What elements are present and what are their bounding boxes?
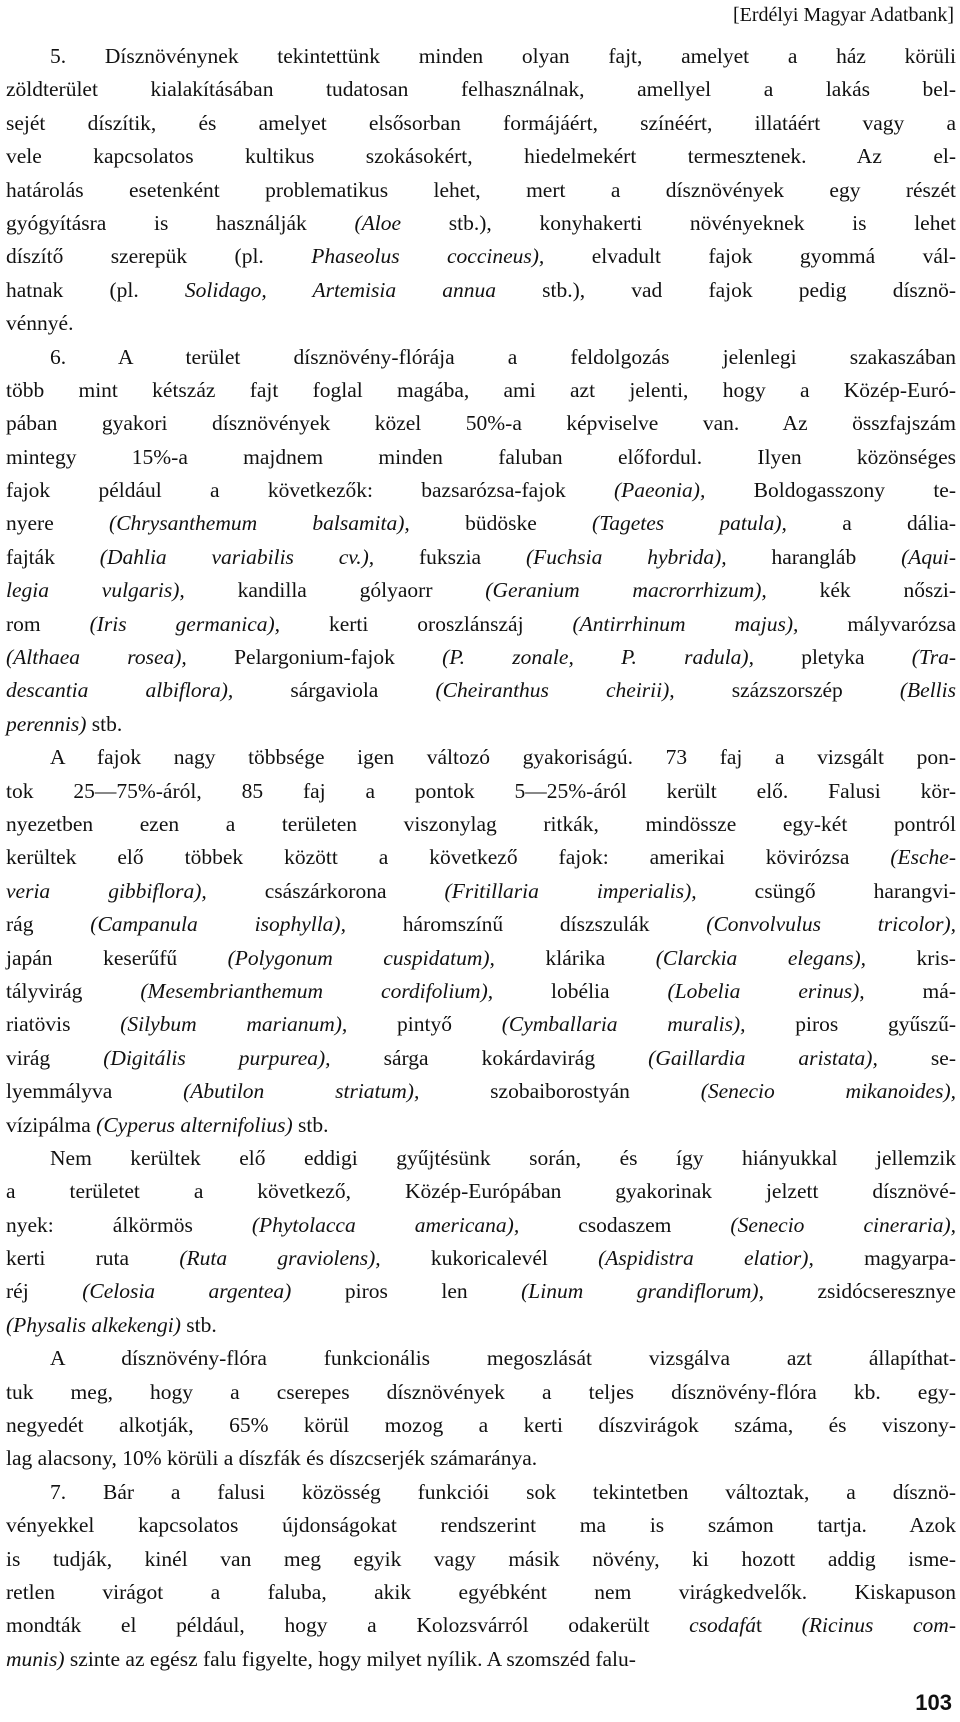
text-segment: harangláb xyxy=(726,544,902,569)
text-segment: gyógyításra is használják xyxy=(6,210,355,235)
italic-segment: (Lobelia erinus), xyxy=(667,978,865,1003)
text-segment: százszorszép xyxy=(674,678,900,703)
italic-segment: (Senecio cineraria), xyxy=(730,1212,957,1237)
italic-segment: (Aqui- xyxy=(901,544,956,569)
italic-segment: (Convolvulus tricolor), xyxy=(706,912,956,937)
text-segment: fajták xyxy=(6,544,100,569)
text-line xyxy=(6,507,956,540)
italic-segment: (Digitális purpurea), xyxy=(103,1045,331,1070)
text-segment: A dísznövény-flóra funkcionális megoszlását vizsgálva azt állapíthat- xyxy=(50,1346,956,1371)
text-segment: sejét díszítik, és amelyet elsősorban formájáért, színéért, illatáért vagy a xyxy=(6,110,956,135)
text-line xyxy=(6,1576,956,1609)
text-segment: a dália- xyxy=(786,511,956,536)
text-segment: tuk meg, hogy a cserepes dísznövények a teljes dísznövény-flóra kb. egy- xyxy=(6,1379,956,1404)
italic-segment: (Iris germanica), xyxy=(89,611,281,636)
text-segment: fajok például a következők: bazsarózsa-fajok xyxy=(6,478,614,503)
text-line xyxy=(6,1175,956,1208)
text-segment: Boldogasszony te- xyxy=(705,478,956,503)
text-segment: piros gyűszű- xyxy=(745,1012,957,1037)
text-line xyxy=(6,875,956,908)
text-segment: határolás esetenként problematikus lehet, mert a dísznövények egy részét xyxy=(6,177,956,202)
text-segment: csüngő harangvi- xyxy=(696,878,956,903)
italic-segment: (Cheiranthus cheirii), xyxy=(435,678,675,703)
text-segment: A fajok nagy többsége igen változó gyakoriságú. 73 faj a vizsgált pon- xyxy=(50,745,956,770)
text-segment: má- xyxy=(864,978,956,1003)
text-line xyxy=(6,73,956,106)
text-segment: kerti oroszlánszáj xyxy=(280,611,573,636)
text-segment: japán keserűfű xyxy=(6,945,228,970)
text-line xyxy=(6,207,956,240)
text-segment: stb.), konyhakerti növényeknek is lehet xyxy=(401,210,956,235)
text-segment: t xyxy=(756,1613,802,1638)
text-segment: zöldterület kialakításában tudatosan felhasználnak, amellyel a lakás bel- xyxy=(6,77,956,102)
text-segment: piros len xyxy=(291,1279,522,1304)
text-line xyxy=(6,1476,956,1509)
italic-segment: (P. zonale, P. radula), xyxy=(442,645,754,670)
text-line xyxy=(6,641,956,674)
italic-segment: (Tagetes patula), xyxy=(592,511,787,536)
text-segment: Nem kerültek elő eddigi gyűjtésünk során, és így hiányukkal jellemzik xyxy=(50,1145,956,1170)
text-line xyxy=(6,1142,956,1175)
text-segment: rom xyxy=(6,611,90,636)
text-segment: mályvarózsa xyxy=(798,611,956,636)
text-segment: vényekkel kapcsolatos újdonságokat rendszerint ma is számon tartja. Azok xyxy=(6,1513,956,1538)
text-line xyxy=(6,474,956,507)
text-line xyxy=(6,1442,956,1475)
text-segment: lyemmályva xyxy=(6,1079,184,1104)
italic-segment: (Paeonia), xyxy=(614,478,706,503)
text-segment: szobaiborostyán xyxy=(419,1079,701,1104)
text-segment: is tudják, kinél van meg egyik vagy másik növény, ki hozott addig isme- xyxy=(6,1546,956,1571)
text-line xyxy=(6,240,956,273)
italic-segment: (Celosia argentea) xyxy=(82,1279,292,1304)
text-line xyxy=(6,708,956,741)
text-segment: mintegy 15%-a majdnem minden faluban előfordul. Ilyen közönséges xyxy=(6,444,956,469)
text-segment: rág xyxy=(6,912,91,937)
text-segment: császárkorona xyxy=(206,878,445,903)
italic-segment: (Geranium macrorrhizum), xyxy=(485,578,767,603)
italic-segment: (Polygonum cuspidatum), xyxy=(227,945,495,970)
italic-segment: (Phytolacca americana), xyxy=(251,1212,520,1237)
text-segment: pában gyakori dísznövények közel 50%-a képviselve van. Az összfajszám xyxy=(6,411,956,436)
italic-segment: (Mesembrianthemum cordifolium), xyxy=(140,978,494,1003)
text-segment: mondták el például, hogy a Kolozsvárról odakerült xyxy=(6,1613,690,1638)
text-segment: vele kapcsolatos kultikus szokásokért, hiedelmekért termesztenek. Az el- xyxy=(6,144,956,169)
text-segment: se- xyxy=(877,1045,956,1070)
text-segment: pletyka xyxy=(753,645,912,670)
text-line xyxy=(6,775,956,808)
text-segment: nyek: álkörmös xyxy=(6,1212,252,1237)
italic-segment: (Silybum marianum), xyxy=(120,1012,348,1037)
text-segment: retlen virágot a faluba, akik egyébként nem virágkedvelők. Kiskapuson xyxy=(6,1579,956,1604)
text-segment: virág xyxy=(6,1045,104,1070)
text-segment: stb.), vad fajok pedig dísznö- xyxy=(495,277,956,302)
text-segment: csodaszem xyxy=(519,1212,731,1237)
text-segment: riatövis xyxy=(6,1012,121,1037)
text-line xyxy=(6,40,956,73)
text-line xyxy=(6,1309,956,1342)
italic-segment: (Abutilon striatum), xyxy=(183,1079,420,1104)
text-segment: stb. xyxy=(180,1312,217,1337)
text-segment: szinte az egész falu figyelte, hogy milyet nyílik. A szomszéd falu- xyxy=(64,1646,636,1671)
text-segment: lag alacsony, 10% körüli a díszfák és díszcserjék számaránya. xyxy=(6,1446,538,1471)
text-segment: réj xyxy=(6,1279,83,1304)
text-line xyxy=(6,975,956,1008)
italic-segment: (Cymballaria muralis), xyxy=(501,1012,746,1037)
text-segment: büdöske xyxy=(409,511,593,536)
text-line xyxy=(6,1342,956,1375)
text-segment: elvadult fajok gyommá vál- xyxy=(544,244,956,269)
text-segment: vénnyé. xyxy=(6,311,74,336)
text-line xyxy=(6,1008,956,1041)
italic-segment: munis) xyxy=(6,1646,65,1671)
text-segment: nyezetben ezen a területen viszonylag ritkák, mindössze egy-két pontról xyxy=(6,811,956,836)
text-segment: kris- xyxy=(866,945,956,970)
text-segment: sárgaviola xyxy=(233,678,436,703)
text-segment: 6. A terület dísznövény-flórája a feldolgozás jelenlegi szakaszában xyxy=(50,344,956,369)
italic-segment: (Gaillardia aristata), xyxy=(648,1045,878,1070)
italic-segment: (Ricinus com- xyxy=(801,1613,956,1638)
text-segment: háromszínű díszszulák xyxy=(345,912,707,937)
text-line xyxy=(6,841,956,874)
italic-segment: descantia albiflora), xyxy=(6,678,234,703)
text-segment: kukoricalevél xyxy=(380,1246,599,1271)
text-line xyxy=(6,1543,956,1576)
text-line xyxy=(6,441,956,474)
text-segment: negyedét alkotják, 65% körül mozog a kerti díszvirágok száma, és viszony- xyxy=(6,1413,956,1438)
italic-segment: (Tra- xyxy=(911,645,956,670)
italic-segment: (Chrysanthemum balsamita), xyxy=(109,511,410,536)
italic-segment: (Althaea rosea), xyxy=(6,645,187,670)
text-segment: nyere xyxy=(6,511,110,536)
italic-segment: (Linum grandiflorum), xyxy=(521,1279,764,1304)
italic-segment: perennis) xyxy=(6,711,87,736)
text-segment: kék nőszi- xyxy=(766,578,956,603)
text-line xyxy=(6,741,956,774)
italic-segment: (Fritillaria imperialis), xyxy=(444,878,697,903)
italic-segment: (Clarckia elegans), xyxy=(655,945,867,970)
italic-segment: (Senecio mikanoides), xyxy=(700,1079,956,1104)
italic-segment: (Bellis xyxy=(899,678,956,703)
italic-segment: (Esche- xyxy=(890,845,956,870)
text-line xyxy=(6,808,956,841)
text-segment: 7. Bár a falusi közösség funkciói sok tekintetben változtak, a dísznö- xyxy=(50,1479,956,1504)
text-line xyxy=(6,1643,956,1676)
italic-segment: (Antirrhinum majus), xyxy=(572,611,799,636)
text-line xyxy=(6,1109,956,1142)
text-line xyxy=(6,307,956,340)
text-line xyxy=(6,574,956,607)
text-line xyxy=(6,1376,956,1409)
text-line xyxy=(6,107,956,140)
text-line xyxy=(6,908,956,941)
text-segment: fukszia xyxy=(374,544,526,569)
text-segment: kerti ruta xyxy=(6,1246,180,1271)
text-segment: stb. xyxy=(292,1112,329,1137)
text-segment: pintyő xyxy=(347,1012,502,1037)
italic-segment: Solidago, Artemisia annua xyxy=(184,277,496,302)
italic-segment: (Ruta graviolens), xyxy=(179,1246,381,1271)
text-segment: díszítő szerepük (pl. xyxy=(6,244,312,269)
text-segment: tok 25—75%-áról, 85 faj a pontok 5—25%-áról került elő. Falusi kör- xyxy=(6,778,956,803)
page-number: 103 xyxy=(915,1690,952,1715)
italic-segment: csodafá xyxy=(689,1613,757,1638)
page-header: [Erdélyi Magyar Adatbank] xyxy=(732,4,954,26)
text-segment: vízipálma xyxy=(6,1112,97,1137)
text-line xyxy=(6,1209,956,1242)
text-line xyxy=(6,1242,956,1275)
text-segment: Pelargonium-fajok xyxy=(186,645,443,670)
text-segment: 5. Dísznövénynek tekintettünk minden olyan fajt, amelyet a ház körüli xyxy=(50,44,956,68)
text-segment: stb. xyxy=(86,711,123,736)
text-line xyxy=(6,374,956,407)
text-line xyxy=(6,541,956,574)
text-segment: sárga kokárdavirág xyxy=(330,1045,649,1070)
text-segment: magyarpa- xyxy=(813,1246,956,1271)
text-line xyxy=(6,1042,956,1075)
text-segment: zsidócseresznye xyxy=(763,1279,956,1304)
text-line xyxy=(6,174,956,207)
italic-segment: veria gibbiflora), xyxy=(6,878,207,903)
italic-segment: (Aspidistra elatior), xyxy=(598,1246,814,1271)
text-line xyxy=(6,608,956,641)
text-segment: klárika xyxy=(494,945,656,970)
italic-segment: (Physalis alkekengi) xyxy=(6,1312,181,1337)
text-line xyxy=(6,1509,956,1542)
italic-segment: (Dahlia variabilis cv.), xyxy=(99,544,375,569)
text-segment: tályvirág xyxy=(6,978,141,1003)
text-line xyxy=(6,1409,956,1442)
text-line xyxy=(6,407,956,440)
text-line xyxy=(6,942,956,975)
text-segment: lobélia xyxy=(493,978,668,1003)
italic-segment: (Cyperus alternifolius) xyxy=(96,1112,293,1137)
text-line xyxy=(6,1609,956,1642)
text-segment: kandilla gólyaorr xyxy=(184,578,486,603)
body-text xyxy=(6,40,956,1676)
italic-segment: (Campanula isophylla), xyxy=(90,912,346,937)
text-line xyxy=(6,674,956,707)
italic-segment: (Aloe xyxy=(354,210,402,235)
italic-segment: (Fuchsia hybrida), xyxy=(525,544,727,569)
text-line xyxy=(6,274,956,307)
text-segment: a területet a következő, Közép-Európában gyakorinak jelzett dísznövé- xyxy=(6,1179,956,1204)
italic-segment: Phaseolus coccineus), xyxy=(311,244,545,269)
text-line xyxy=(6,1275,956,1308)
text-segment: kerültek elő többek között a következő fajok: amerikai kövirózsa xyxy=(6,845,891,870)
text-segment: hatnak (pl. xyxy=(6,277,185,302)
text-line xyxy=(6,1075,956,1108)
text-line xyxy=(6,140,956,173)
italic-segment: legia vulgaris), xyxy=(6,578,185,603)
text-segment: több mint kétszáz fajt foglal magába, ami azt jelenti, hogy a Közép-Euró- xyxy=(6,377,956,402)
text-line xyxy=(6,341,956,374)
